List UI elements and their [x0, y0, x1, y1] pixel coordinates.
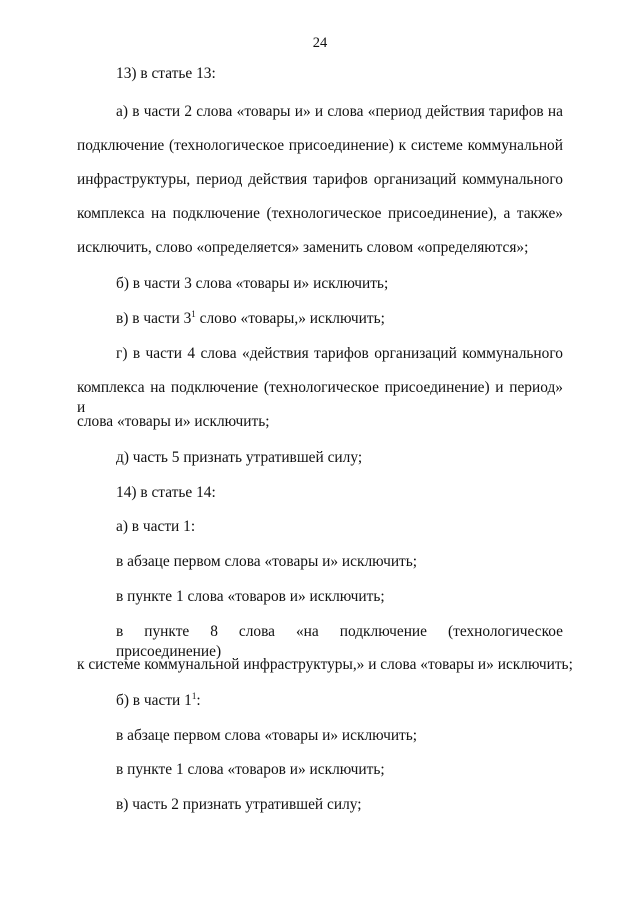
text-line: г) в части 4 слова «действия тарифов организаций коммунального — [116, 345, 563, 362]
text-line: слова «товары и» исключить; — [77, 413, 270, 430]
text-line: в) часть 2 признать утратившей силу; — [116, 796, 362, 813]
text-line: в пункте 1 слова «товаров и» исключить; — [116, 588, 385, 605]
text-line: исключить, слово «определяется» заменить словом «определяются»; — [77, 239, 529, 256]
text-line: в абзаце первом слова «товары и» исключить; — [116, 727, 418, 744]
text-line: д) часть 5 признать утратившей силу; — [116, 449, 363, 466]
text-line: в абзаце первом слова «товары и» исключить; — [116, 553, 418, 570]
page-number: 24 — [312, 35, 328, 51]
text-line: комплекса на подключение (технологическое присоединение), а также» — [77, 205, 563, 222]
text-line: комплекса на подключение (технологическое присоединение) и период» и — [77, 379, 563, 416]
text-line: подключение (технологическое присоединение) к системе коммунальной — [77, 137, 563, 154]
text-line: 14) в статье 14: — [116, 484, 216, 501]
text-line: 13) в статье 13: — [116, 65, 216, 82]
superscript: 1 — [191, 691, 197, 701]
text-line: а) в части 1: — [116, 518, 196, 535]
text-line: б) в части 3 слова «товары и» исключить; — [116, 275, 389, 292]
text-line: в пункте 1 слова «товаров и» исключить; — [116, 761, 385, 778]
text-line: к системе коммунальной инфраструктуры,» и слова «товары и» исключить; — [77, 656, 573, 673]
text-line: в пункте 8 слова «на подключение (технологическое присоединение) — [116, 623, 563, 660]
text-fragment: : — [196, 692, 201, 709]
text-line — [116, 309, 385, 329]
superscript: 1 — [191, 309, 196, 319]
text-fragment: в) в части 3 — [116, 310, 192, 327]
text-fragment: б) в части 1 — [116, 692, 192, 709]
text-fragment: слово «товары,» исключить; — [195, 310, 385, 327]
text-line: а) в части 2 слова «товары и» и слова «период действия тарифов на — [116, 103, 563, 120]
text-line — [116, 691, 201, 711]
text-line: инфраструктуры, период действия тарифов организаций коммунального — [77, 171, 563, 188]
